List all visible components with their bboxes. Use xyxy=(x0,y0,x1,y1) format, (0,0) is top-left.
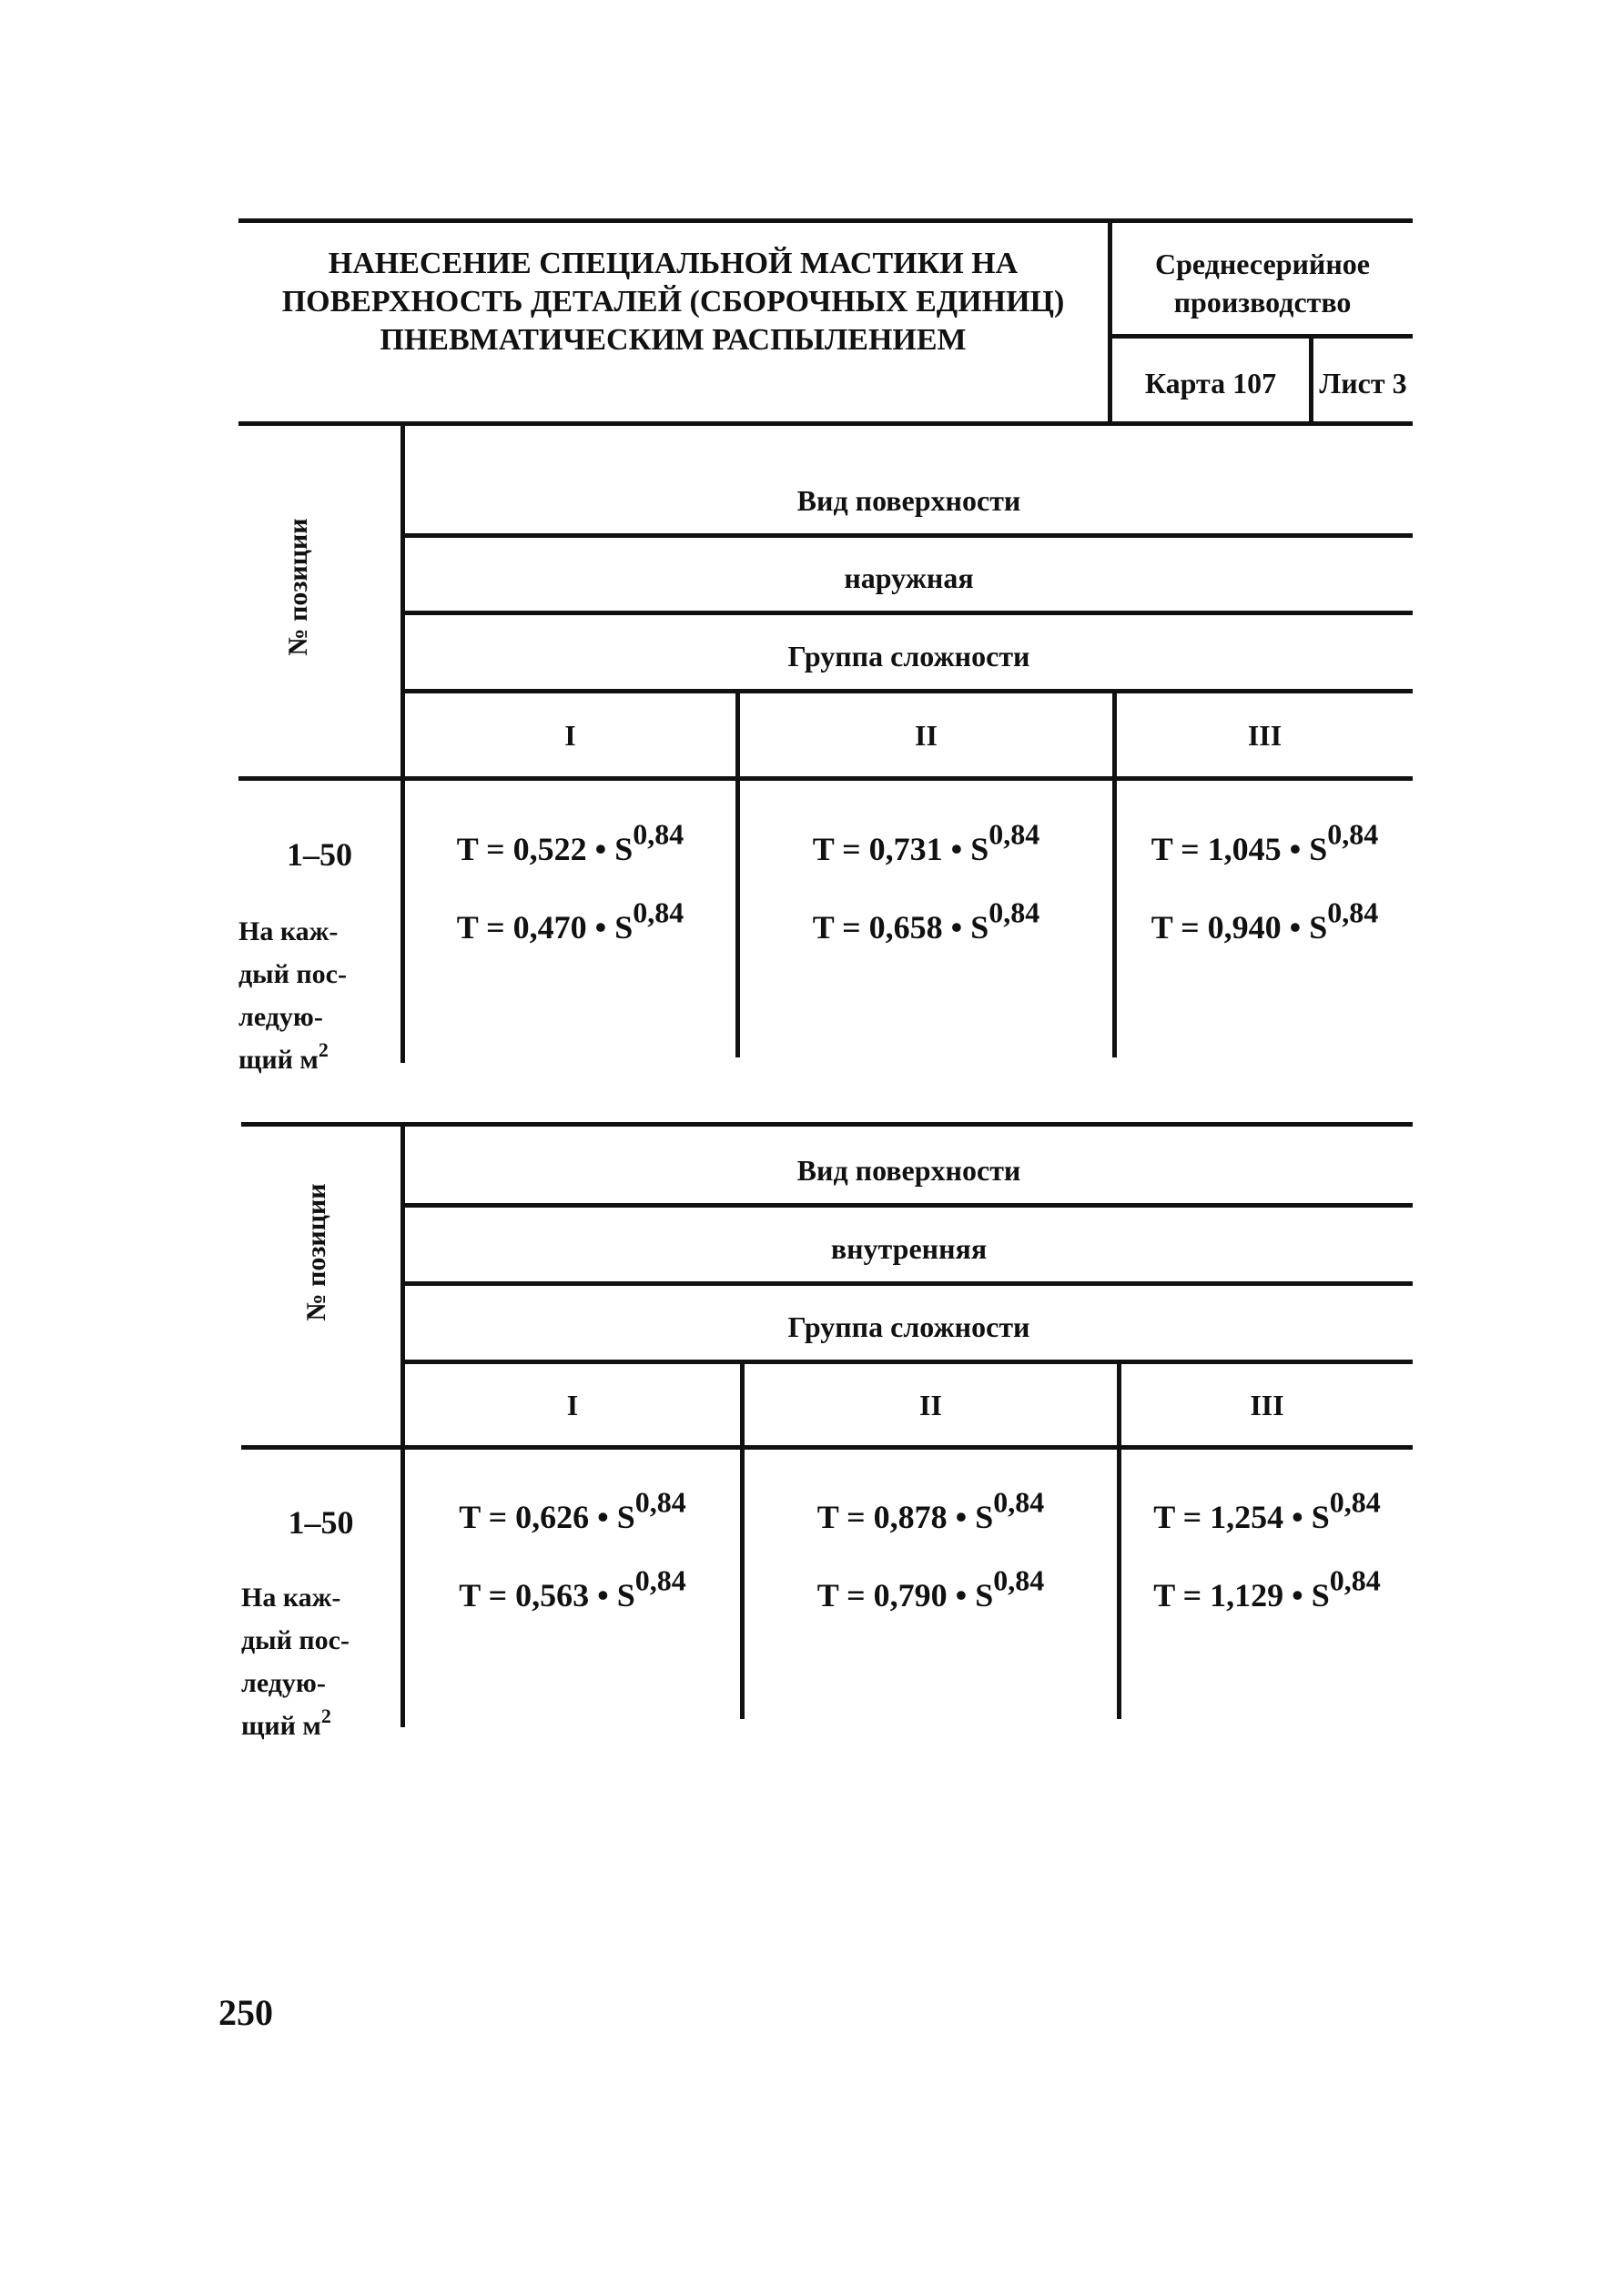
formula-text: T = 1,045 • S xyxy=(1151,831,1328,867)
formula-text: T = 0,563 • S xyxy=(459,1577,635,1613)
row-note-line-4 xyxy=(241,1704,400,1747)
formula-text: T = 0,658 • S xyxy=(812,909,989,946)
surface-header: Вид поверхности xyxy=(796,1154,1021,1187)
formula-cell xyxy=(1117,895,1413,946)
formula-cell xyxy=(405,817,735,868)
surface-type: внутренняя xyxy=(830,1232,988,1265)
formula-text: T = 0,731 • S xyxy=(812,831,989,867)
row-note-unit: щий м xyxy=(241,1711,321,1741)
formula-cell xyxy=(405,895,735,946)
group-header-1: I xyxy=(566,1389,579,1421)
formula-cell xyxy=(1121,1563,1413,1614)
formula-exponent: 0,84 xyxy=(988,817,1040,851)
row-note-line-3: ледую- xyxy=(241,1668,326,1698)
sheet-number: Лист 3 xyxy=(1319,367,1407,400)
production-rule xyxy=(1110,334,1413,339)
formula-cell xyxy=(405,1485,740,1536)
formula-exponent: 0,84 xyxy=(633,817,684,851)
formula-exponent: 0,84 xyxy=(634,1485,686,1519)
row-note-line-4 xyxy=(238,1038,400,1081)
formula-cell xyxy=(745,1563,1117,1614)
document-title-line-1: НАНЕСЕНИЕ СПЕЦИАЛЬНОЙ МАСТИКИ НА xyxy=(328,247,1019,280)
formula-text: T = 1,254 • S xyxy=(1153,1499,1330,1535)
document-title-line-2: ПОВЕРХНОСТЬ ДЕТАЛЕЙ (СБОРОЧНЫХ ЕДИНИЦ) xyxy=(281,285,1065,319)
production-type-line-2: производство xyxy=(1173,286,1352,319)
table-top-rule xyxy=(241,1122,1413,1127)
surface-header-rule xyxy=(405,533,1413,538)
row-note-line-2: дый пос- xyxy=(241,1625,350,1655)
row-note-unit-exponent: 2 xyxy=(318,1037,329,1061)
row-position-range: 1–50 xyxy=(287,836,352,873)
surface-header: Вид поверхности xyxy=(796,484,1021,517)
surface-type-rule xyxy=(405,611,1413,615)
group-header-3: III xyxy=(1250,1389,1284,1421)
row-note xyxy=(241,1576,400,1747)
row-note-line-2: дый пос- xyxy=(238,959,347,989)
header-bottom-rule xyxy=(238,421,1413,426)
document-title-line-3: ПНЕВМАТИЧЕСКИМ РАСПЫЛЕНИЕМ xyxy=(380,323,967,357)
position-column-header: № позиции xyxy=(301,1183,331,1321)
row-note-line-1: На каж- xyxy=(238,916,339,946)
formula-cell xyxy=(745,1485,1117,1536)
row-note-line-3: ледую- xyxy=(238,1002,323,1032)
formula-text: T = 0,940 • S xyxy=(1151,909,1328,946)
formula-exponent: 0,84 xyxy=(988,895,1040,929)
formula-text: T = 0,626 • S xyxy=(459,1499,635,1535)
formula-exponent: 0,84 xyxy=(993,1563,1045,1597)
formula-exponent: 0,84 xyxy=(1327,817,1379,851)
formula-exponent: 0,84 xyxy=(1329,1563,1381,1597)
row-note-line-1: На каж- xyxy=(241,1583,341,1613)
group-header-2: II xyxy=(915,719,938,752)
surface-type: наружная xyxy=(844,561,974,594)
formula-exponent: 0,84 xyxy=(634,1563,686,1597)
formula-cell xyxy=(1117,817,1413,868)
formula-exponent: 0,84 xyxy=(633,895,684,929)
page-number: 250 xyxy=(218,1992,273,2033)
surface-header-rule xyxy=(405,1203,1413,1208)
formula-exponent: 0,84 xyxy=(1327,895,1379,929)
row-position-range: 1–50 xyxy=(288,1504,354,1541)
formula-cell xyxy=(740,817,1112,868)
group-header-3: III xyxy=(1247,719,1283,752)
row-note xyxy=(238,910,400,1081)
group-header-1: I xyxy=(564,719,576,752)
header-end-rule xyxy=(238,776,1413,781)
card-number: Карта 107 xyxy=(1144,367,1277,400)
formula-text: T = 1,129 • S xyxy=(1153,1577,1330,1613)
formula-text: T = 0,470 • S xyxy=(456,909,634,946)
formula-text: T = 0,522 • S xyxy=(456,831,634,867)
formula-text: T = 0,790 • S xyxy=(816,1577,994,1613)
formula-exponent: 0,84 xyxy=(1329,1485,1381,1519)
complexity-header: Группа сложности xyxy=(787,640,1030,673)
group-header-2: II xyxy=(919,1389,942,1421)
formula-cell xyxy=(740,895,1112,946)
production-type-line-1: Среднесерийное xyxy=(1154,248,1370,280)
formula-cell xyxy=(405,1563,740,1614)
row-note-unit: щий м xyxy=(238,1045,319,1075)
formula-text: T = 0,878 • S xyxy=(816,1499,994,1535)
position-column-header: № позиции xyxy=(283,518,313,656)
surface-type-rule xyxy=(405,1281,1413,1286)
position-column-rule xyxy=(400,1127,405,1727)
formula-exponent: 0,84 xyxy=(993,1485,1045,1519)
formula-cell xyxy=(1121,1485,1413,1536)
complexity-header: Группа сложности xyxy=(787,1310,1030,1343)
header-end-rule xyxy=(241,1445,1413,1450)
header-top-rule xyxy=(238,218,1413,223)
complexity-rule xyxy=(405,1360,1413,1364)
complexity-rule xyxy=(405,689,1413,693)
row-note-unit-exponent: 2 xyxy=(320,1704,331,1727)
